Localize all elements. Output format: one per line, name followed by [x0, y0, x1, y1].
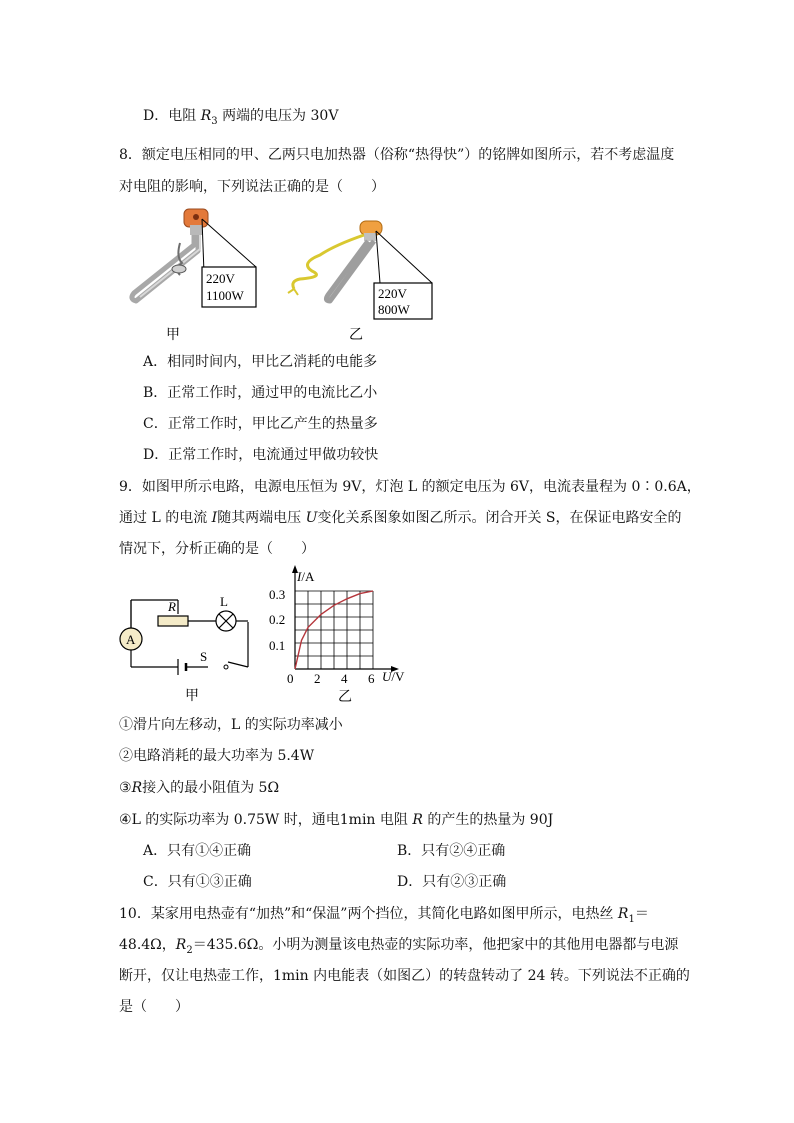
- resistor-r-symbol: [158, 616, 188, 626]
- heater-a-plate-voltage: 220V: [206, 271, 235, 286]
- x-tick-2: 2: [314, 671, 321, 686]
- q10-stem-line1: 10．某家用电热壶有“加热”和“保温”两个挡位，其简化电路如图甲所示，电热丝 $R_1=$: [119, 906, 649, 925]
- q9-iu-graph: [265, 565, 425, 710]
- heater-b-label: 乙: [349, 328, 363, 343]
- ammeter-label: A: [126, 632, 136, 647]
- switch-label: S: [200, 649, 208, 664]
- q9-statement-4: ④L 的实际功率为 0.75W 时，通电1min 电阻 R 的产生的热量为 90J: [119, 812, 554, 828]
- x-axis-label: U/V: [382, 669, 405, 684]
- q10-stem-line2: 48.4Ω，$R_2=435.6\Omega$。小明为测量该电热壶的实际功率，他把家中的其他用电器都与电源: [119, 937, 679, 956]
- y-axis-label: I/A: [297, 569, 315, 584]
- q9-option-c: C．只有①③正确: [143, 874, 252, 890]
- q9-statement-1: ①滑片向左移动，L 的实际功率减小: [119, 717, 343, 733]
- q10-stem-line3: 断开，仅让电热壶工作，1min 内电能表（如图乙）的转盘转动了 24 转。下列说法不正确的: [119, 968, 690, 984]
- y-tick-0.3: 0.3: [269, 587, 286, 602]
- q8-stem-line2: 对电阻的影响，下列说法正确的是（ ）: [119, 179, 385, 195]
- q9-option-a: A．只有①④正确: [143, 843, 252, 859]
- q8-option-d: D．正常工作时，电流通过甲做功较快: [143, 447, 379, 463]
- y-tick-0.1: 0.1: [269, 638, 286, 653]
- x-tick-0: 0: [287, 671, 294, 686]
- q9-option-b: B．只有②④正确: [397, 843, 506, 859]
- q9-stem-line2: 通过 L 的电流 I随其两端电压 U变化关系图象如图乙所示。闭合开关 S，在保证电路安全的: [119, 510, 682, 526]
- x-tick-6: 6: [368, 671, 375, 686]
- q9-statement-2: ②电路消耗的最大功率为 5.4W: [119, 748, 315, 764]
- heater-a-illustration: [132, 209, 256, 307]
- q8-stem-line1: 8．额定电压相同的甲、乙两只电加热器（俗称“热得快”）的铭牌如图所示，若不考虑温度: [119, 147, 675, 163]
- heater-b-plate-voltage: 220V: [378, 286, 407, 301]
- q10-stem-line4: 是（ ）: [119, 999, 189, 1015]
- x-tick-4: 4: [341, 671, 348, 686]
- heater-a-plate-power: 1100W: [206, 288, 244, 303]
- q9-stem-line3: 情况下，分析正确的是（ ）: [119, 541, 315, 557]
- graph-figure-label: 乙: [338, 690, 352, 705]
- q9-stem-line1: 9．如图甲所示电路，电源电压恒为 9V，灯泡 L 的额定电压为 6V，电流表量程为 0∶0.6A，: [119, 479, 701, 495]
- heater-b-plate-power: 800W: [378, 302, 410, 317]
- q9-statement-3: ③R接入的最小阻值为 5Ω: [119, 780, 280, 796]
- q8-option-b: B．正常工作时，通过甲的电流比乙小: [143, 385, 378, 401]
- circuit-figure-label: 甲: [185, 689, 199, 704]
- heater-b-illustration: [288, 221, 432, 319]
- q9-circuit-diagram: [118, 592, 258, 707]
- q8-option-a: A．相同时间内，甲比乙消耗的电能多: [143, 354, 378, 370]
- q7-option-d: D．电阻 $R_3$ 两端的电压为 30V: [143, 108, 339, 127]
- heater-a-label: 甲: [166, 328, 180, 343]
- q8-heaters-figure: [120, 205, 450, 345]
- q9-option-d: D．只有②③正确: [397, 874, 507, 890]
- lamp-label: L: [220, 594, 228, 609]
- q8-option-c: C．正常工作时，甲比乙产生的热量多: [143, 416, 378, 432]
- resistor-label: R: [168, 599, 176, 614]
- y-tick-0.2: 0.2: [269, 612, 286, 627]
